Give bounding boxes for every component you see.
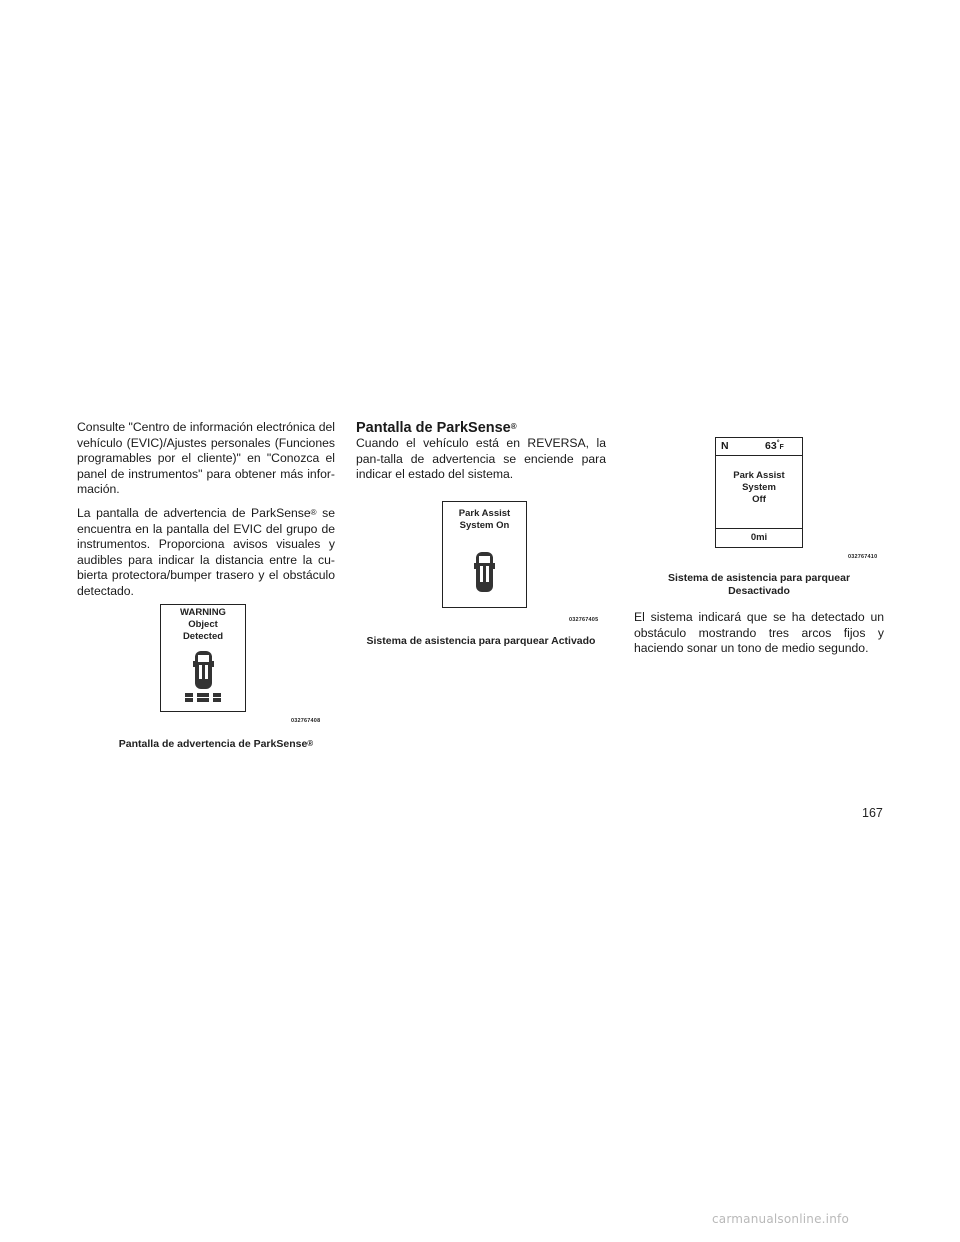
paragraph-evic-reference: Consulte "Centro de información electrónica del vehículo (EVIC)/Ajustes personales (Funciones programables por el cliente)" en "Conozca el panel de instrumentos" para obtener más infor-mación. [77, 420, 335, 497]
status-bar [716, 438, 802, 456]
caption-line1: Sistema de asistencia para parquear [667, 572, 851, 584]
column-right [634, 610, 884, 665]
vehicle-icon [443, 552, 526, 602]
vehicle-with-arcs-icon [161, 649, 245, 709]
system-on-screen [442, 501, 527, 608]
figure-code: 032767408 [291, 718, 321, 724]
gear-indicator: N [721, 440, 729, 452]
column-left [77, 420, 335, 608]
warning-line-detected: Detected [182, 631, 224, 642]
figure-code: 032767405 [569, 617, 599, 623]
system-on-line1: Park Assist [458, 508, 511, 519]
odometer-bar [716, 528, 802, 547]
registered-mark: ® [310, 507, 317, 517]
paragraph-text-a: La pantalla de advertencia de ParkSense [77, 505, 311, 520]
temperature-readout [765, 440, 784, 452]
temperature-unit: F [779, 444, 784, 451]
paragraph-obstacle-detected: El sistema indicará que se ha detectado un obstáculo mostrando tres arcos fijos y haciendo sonar un tono de medio segundo. [634, 610, 884, 656]
system-off-screen [715, 437, 803, 548]
warning-line-object: Object [188, 619, 218, 630]
system-off-line1: Park Assist [733, 470, 785, 481]
paragraph-reverse: Cuando el vehículo está en REVERSA, la pan-talla de advertencia se enciende para indicar el estado del sistema. [356, 436, 606, 482]
caption-text: Pantalla de advertencia de ParkSense [118, 738, 308, 750]
caption-line2: Desactivado [728, 585, 790, 597]
caption-system-on: Sistema de asistencia para parquear Activado [366, 635, 596, 647]
column-middle [356, 420, 606, 491]
watermark: carmanualsonline.info [712, 1212, 849, 1226]
system-off-line3: Off [752, 494, 766, 505]
system-on-line2: System On [459, 520, 510, 531]
degree-mark: ° [776, 440, 780, 447]
paragraph-text-b: se encuentra en la pantalla del EVIC del grupo de instrumentos. Proporciona avisos visuales y audibles para indicar la distancia entre la cu-bierta protectora/bumper trasero y el obstáculo detectado. [77, 505, 335, 598]
caption-warning [96, 738, 336, 751]
page-number: 167 [862, 806, 883, 820]
registered-mark: ® [510, 422, 517, 431]
caption-system-off [634, 572, 884, 598]
heading-text: Pantalla de ParkSense [356, 420, 511, 436]
temperature-value: 63 [765, 440, 777, 452]
section-heading [356, 420, 606, 436]
registered-mark: ® [307, 739, 314, 748]
warning-screen [160, 604, 246, 712]
system-off-line2: System [742, 482, 776, 493]
odometer-readout: 0mi [750, 532, 768, 543]
paragraph-warning-display [77, 506, 335, 600]
warning-title: WARNING [180, 607, 226, 618]
figure-code: 032767410 [848, 554, 878, 560]
